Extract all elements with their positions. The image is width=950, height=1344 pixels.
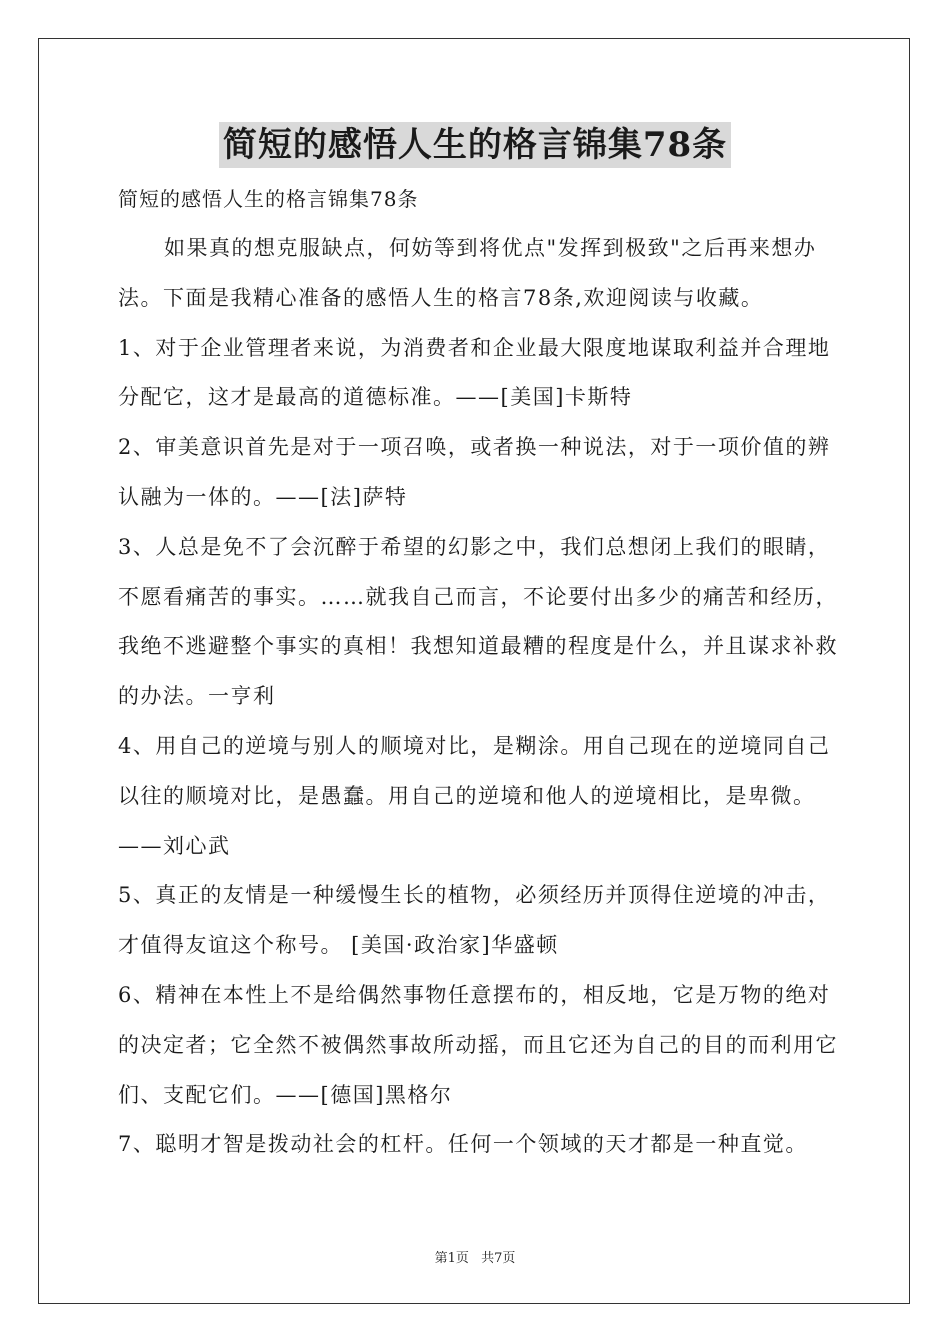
quote-item-6: 6、精神在本性上不是给偶然事物任意摆布的，相反地，它是万物的绝对的决定者；它全然不被偶然事故所动摇，而且它还为自己的目的而利用它们、支配它们。——[德国]黑格尔 bbox=[118, 982, 838, 1107]
document-body bbox=[118, 224, 838, 1170]
document-title: 简短的感悟人生的格言锦集78条 bbox=[219, 122, 731, 168]
intro-paragraph: 如果真的想克服缺点，何妨等到将优点"发挥到极致"之后再来想办法。下面是我精心准备的感悟人生的格言78条,欢迎阅读与收藏。 bbox=[118, 236, 817, 310]
page-footer bbox=[0, 1247, 950, 1266]
quote-item-2: 2、审美意识首先是对于一项召唤，或者换一种说法，对于一项价值的辨认融为一体的。——[法]萨特 bbox=[118, 435, 831, 509]
quote-item-4: 4、用自己的逆境与别人的顺境对比，是糊涂。用自己现在的逆境同自己以往的顺境对比，是愚蠢。用自己的逆境和他人的逆境相比，是卑微。——刘心武 bbox=[118, 733, 831, 858]
page-total: 共7页 bbox=[481, 1251, 516, 1266]
document-subtitle: 简短的感悟人生的格言锦集78条 bbox=[118, 187, 419, 211]
quote-item-1: 1、对于企业管理者来说，为消费者和企业最大限度地谋取利益并合理地分配它，这才是最高的道德标准。——[美国]卡斯特 bbox=[118, 335, 831, 410]
quote-item-7: 7、聪明才智是拨动社会的杠杆。任何一个领域的天才都是一种直觉。 bbox=[118, 1132, 808, 1157]
quote-item-3: 3、人总是免不了会沉醉于希望的幻影之中，我们总想闭上我们的眼睛，不愿看痛苦的事实。……就我自己而言，不论要付出多少的痛苦和经历，我绝不逃避整个事实的真相！我想知道最糟的程度是什么，并且谋求补救的办法。一亨利 bbox=[118, 534, 838, 709]
quote-item-5: 5、真正的友情是一种缓慢生长的植物，必须经历并顶得住逆境的冲击，才值得友谊这个称号。 [美国·政治家]华盛顿 bbox=[118, 883, 831, 958]
title-container bbox=[0, 122, 950, 168]
page-number: 第1页 bbox=[434, 1251, 469, 1266]
